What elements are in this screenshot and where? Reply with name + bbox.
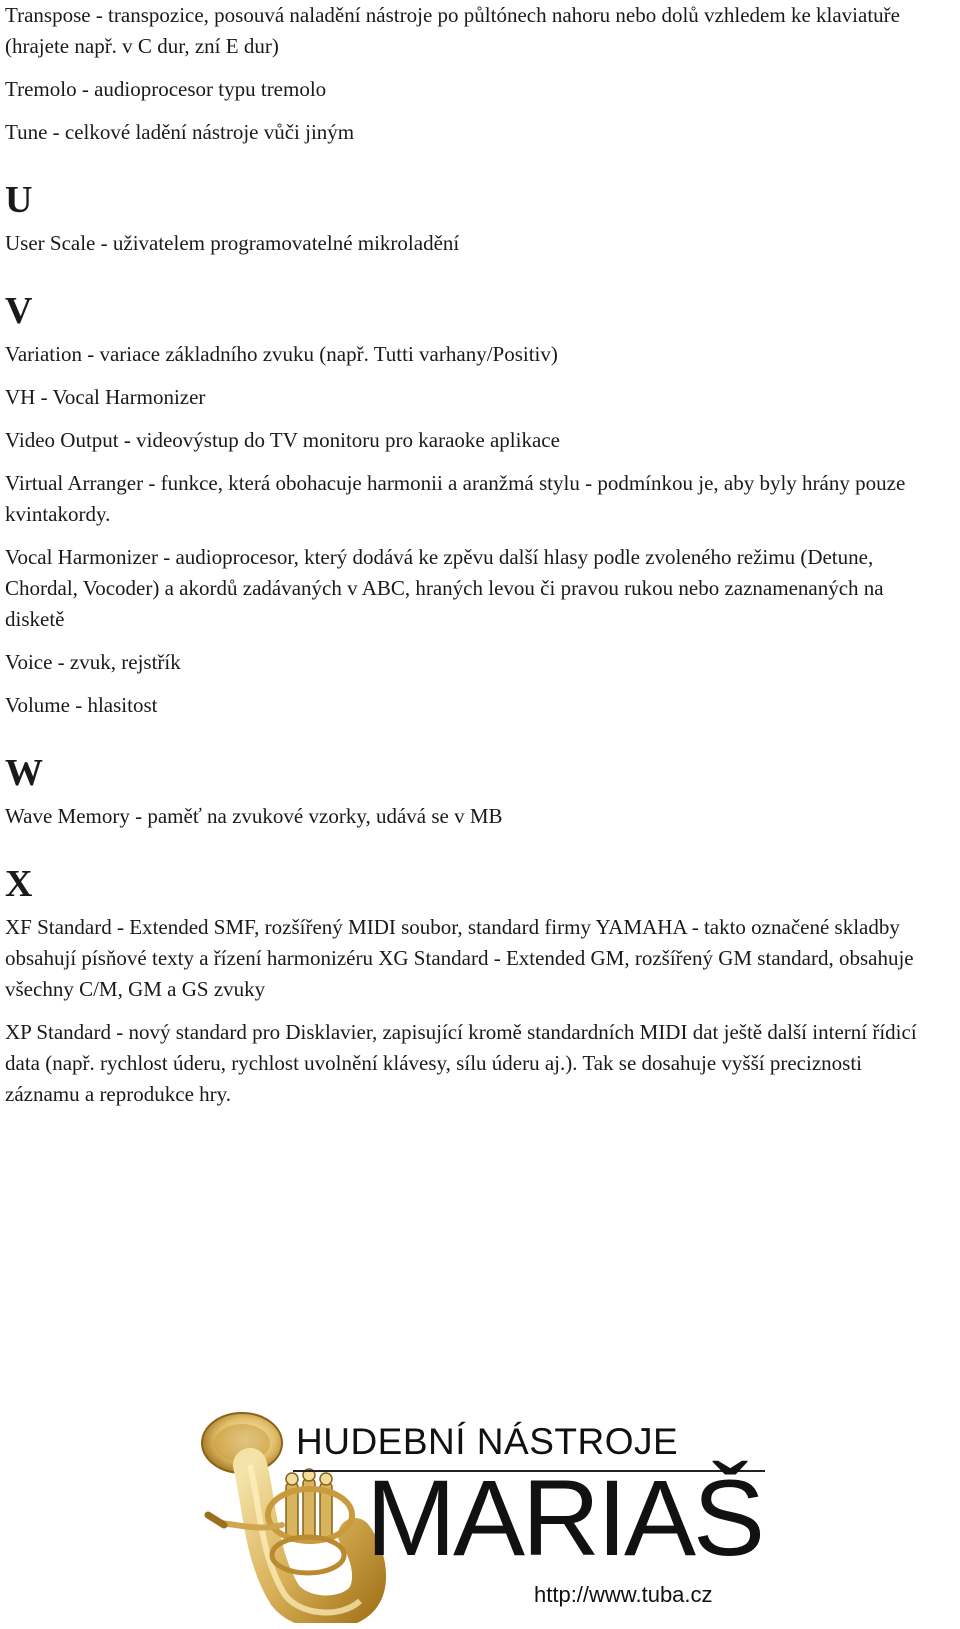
glossary-entry: VH - Vocal Harmonizer bbox=[5, 385, 206, 409]
glossary-entry: Wave Memory - paměť na zvukové vzorky, udává se v MB bbox=[5, 804, 503, 828]
glossary-entry: Tune - celkové ladění nástroje vůči jiným bbox=[5, 120, 355, 144]
section-letter-v: V bbox=[5, 290, 33, 332]
glossary-entry: XF Standard - Extended SMF, rozšířený MIDI soubor, standard firmy YAMAHA - takto označené skladby obsahují písňové texty a řízení harmonizéru XG Standard - Extended GM, rozšířený GM standard, obsahuje všechny C/M, GM a GS zvuky bbox=[5, 915, 914, 1001]
glossary-entry: Voice - zvuk, rejstřík bbox=[5, 650, 181, 674]
glossary-entry: XP Standard - nový standard pro Disklavier, zapisující kromě standardních MIDI dat ještě další interní řídicí data (např. rychlost úderu, rychlost uvolnění klávesy, sílu úderu aj.). Tak se dosahuje vyšší preciznosti záznamu a reprodukce hry. bbox=[5, 1020, 917, 1106]
section-letter-x: X bbox=[5, 863, 33, 905]
glossary-entry: Variation - variace základního zvuku (např. Tutti varhany/Positiv) bbox=[5, 342, 558, 366]
glossary-entry: Volume - hlasitost bbox=[5, 693, 158, 717]
glossary-entry: Virtual Arranger - funkce, která obohacuje harmonii a aranžmá stylu - podmínkou je, aby byly hrány pouze kvintakordy. bbox=[5, 471, 906, 526]
logo-name: MARIAŠ bbox=[366, 1457, 763, 1578]
glossary-entry: Vocal Harmonizer - audioprocesor, který dodává ke zpěvu další hlasy podle zvoleného režimu (Detune, Chordal, Vocoder) a akordů zadávaných v ABC, hraných levou či pravou rukou nebo zaznamenaných na disketě bbox=[5, 545, 884, 631]
glossary bbox=[5, 0, 935, 1122]
glossary-entry: Tremolo - audioprocesor typu tremolo bbox=[5, 77, 327, 101]
logo-url[interactable]: http://www.tuba.cz bbox=[534, 1582, 713, 1607]
section-letter-w: W bbox=[5, 752, 43, 794]
glossary-entry: Transpose - transpozice, posouvá naladění nástroje po půltónech nahoru nebo dolů vzhledem ke klaviatuře (hrajete např. v C dur, zní E dur) bbox=[5, 3, 900, 58]
glossary-entry: Video Output - videovýstup do TV monitoru pro karaoke aplikace bbox=[5, 428, 560, 452]
section-letter-u: U bbox=[5, 179, 33, 221]
company-logo bbox=[190, 1405, 790, 1623]
glossary-entry: User Scale - uživatelem programovatelné mikroladění bbox=[5, 231, 460, 255]
logo-title: HUDEBNÍ NÁSTROJE bbox=[296, 1421, 679, 1462]
